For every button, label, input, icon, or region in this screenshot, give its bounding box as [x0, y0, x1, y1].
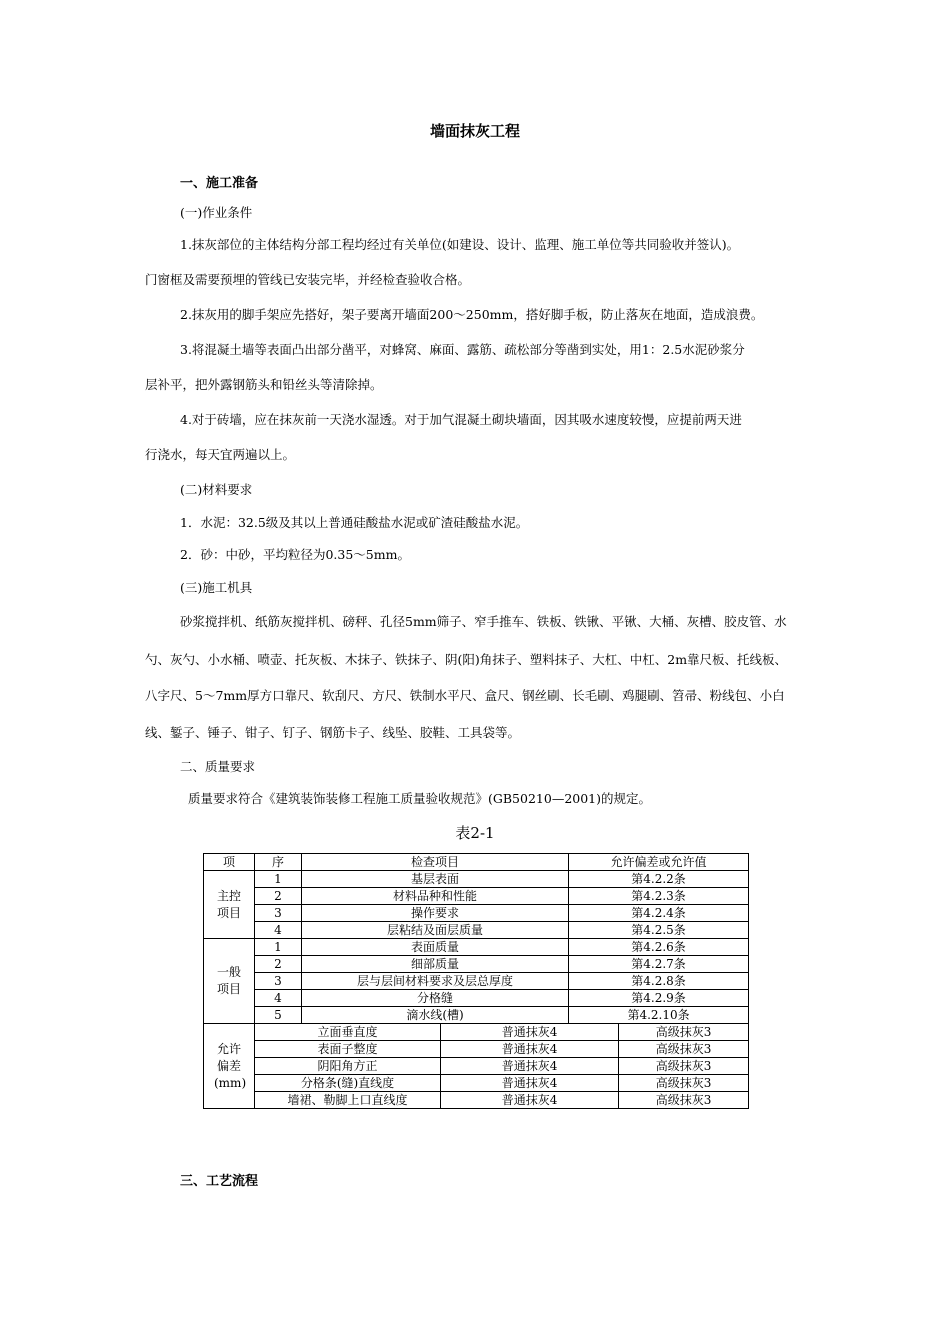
- table-row: [204, 990, 749, 1007]
- table-cell: 3: [255, 973, 302, 990]
- tools-line-3: 八字尺、5～7mm厚方口靠尺、软刮尺、方尺、铁制水平尺、盒尺、钢丝刷、长毛刷、鸡腿刷、笤帚、粉线包、小白: [145, 688, 785, 703]
- table-cell: 1: [255, 939, 302, 956]
- table-row: [204, 973, 749, 990]
- subheading-materials: (二)材料要求: [180, 482, 253, 497]
- section-heading-process: 三、工艺流程: [180, 1174, 259, 1189]
- table-cell: 第4.2.3条: [569, 888, 749, 905]
- header-seq: 序: [255, 854, 302, 871]
- paragraph-3a: 3.将混凝土墙等表面凸出部分凿平，对蜂窝、麻面、露筋、疏松部分等凿到实处，用1：2.5水泥砂浆分: [180, 342, 745, 357]
- table-cell: 分格缝: [302, 990, 569, 1007]
- section-heading-prep: 一、施工准备: [180, 176, 259, 191]
- table-cell: 第4.2.10条: [569, 1007, 749, 1024]
- table-cell: 第4.2.8条: [569, 973, 749, 990]
- table-cell: 立面垂直度: [255, 1024, 441, 1041]
- table-cell: 普通抹灰4: [441, 1058, 619, 1075]
- table-cell: 第4.2.6条: [569, 939, 749, 956]
- material-sand: 2．砂：中砂，平均粒径为0.35～5mm。: [180, 547, 410, 562]
- tools-line-4: 线、錾子、锤子、钳子、钉子、钢筋卡子、线坠、胶鞋、工具袋等。: [145, 725, 521, 740]
- table-cell: 高级抹灰3: [619, 1024, 749, 1041]
- table-cell: 层粘结及面层质量: [302, 922, 569, 939]
- table-cell: 表面子整度: [255, 1041, 441, 1058]
- tools-line-2: 勺、灰勺、小水桶、喷壶、托灰板、木抹子、铁抹子、阴(阳)角抹子、塑料抹子、大杠、中杠、2m靠尺板、托线板、: [145, 652, 788, 667]
- table-cell: 高级抹灰3: [619, 1058, 749, 1075]
- material-cement: 1．水泥：32.5级及其以上普通硅酸盐水泥或矿渣硅酸盐水泥。: [180, 515, 529, 530]
- header-allowed: 允许偏差或允许值: [569, 854, 749, 871]
- table-cell: 墙裙、勒脚上口直线度: [255, 1092, 441, 1109]
- tools-line-1: 砂浆搅拌机、纸筋灰搅拌机、磅秤、孔径5mm筛子、窄手推车、铁板、铁锹、平锹、大桶、灰槽、胶皮管、水: [180, 614, 787, 629]
- table-cell: 第4.2.4条: [569, 905, 749, 922]
- table-row: [204, 922, 749, 939]
- table-cell: 滴水线(槽): [302, 1007, 569, 1024]
- table-cell: 第4.2.5条: [569, 922, 749, 939]
- paragraph-3b: 层补平，把外露钢筋头和铅丝头等清除掉。: [145, 377, 383, 392]
- table-row: [204, 939, 749, 956]
- page-title: 墙面抹灰工程: [429, 122, 520, 140]
- table-row: [204, 1041, 749, 1058]
- section-heading-quality: 二、质量要求: [180, 759, 256, 774]
- table-cell: 普通抹灰4: [441, 1075, 619, 1092]
- table-row: [204, 888, 749, 905]
- table-row: [204, 1058, 749, 1075]
- paragraph-4b: 行浇水，每天宜两遍以上。: [145, 447, 296, 462]
- table-cell: 第4.2.9条: [569, 990, 749, 1007]
- table-cell: 第4.2.7条: [569, 956, 749, 973]
- quality-text: 质量要求符合《建筑装饰装修工程施工质量验收规范》(GB50210—2001)的规定。: [188, 791, 652, 806]
- table-row: [204, 1007, 749, 1024]
- table-cell: 基层表面: [302, 871, 569, 888]
- table-row: [204, 956, 749, 973]
- header-check-item: 检查项目: [302, 854, 569, 871]
- table-cell: 阴阳角方正: [255, 1058, 441, 1075]
- table-cell: 4: [255, 990, 302, 1007]
- table-cell: 材料品种和性能: [302, 888, 569, 905]
- header-item: 项: [204, 854, 255, 871]
- table-cell: 普通抹灰4: [441, 1092, 619, 1109]
- table-cell: 分格条(缝)直线度: [255, 1075, 441, 1092]
- table-cell: 普通抹灰4: [441, 1041, 619, 1058]
- main-control-label: 主控项目: [204, 871, 255, 939]
- table-cell: 5: [255, 1007, 302, 1024]
- table-cell: 普通抹灰4: [441, 1024, 619, 1041]
- paragraph-4a: 4.对于砖墙，应在抹灰前一天浇水湿透。对于加气混凝土砌块墙面，因其吸水速度较慢，应提前两天进: [180, 412, 742, 427]
- table-row: [204, 871, 749, 888]
- table-cell: 表面质量: [302, 939, 569, 956]
- table-cell: 层与层间材料要求及层总厚度: [302, 973, 569, 990]
- table-cell: 2: [255, 888, 302, 905]
- table-cell: 操作要求: [302, 905, 569, 922]
- table-cell: 1: [255, 871, 302, 888]
- quality-table: [203, 853, 749, 1109]
- table-cell: 2: [255, 956, 302, 973]
- table-caption: 表2-1: [455, 824, 495, 842]
- paragraph-1a: 1.抹灰部位的主体结构分部工程均经过有关单位(如建设、设计、监理、施工单位等共同验收并签认)。: [180, 237, 740, 252]
- paragraph-1b: 门窗框及需要预埋的管线已安装完毕，并经检查验收合格。: [145, 272, 471, 287]
- table-row: [204, 1024, 749, 1041]
- subheading-work-conditions: (一)作业条件: [180, 205, 253, 220]
- deviation-label: 允许偏差(mm): [204, 1024, 255, 1109]
- subheading-tools: (三)施工机具: [180, 580, 253, 595]
- table-cell: 细部质量: [302, 956, 569, 973]
- table-row: [204, 1092, 749, 1109]
- general-label: 一般项目: [204, 939, 255, 1024]
- table-row: [204, 1075, 749, 1092]
- table-cell: 4: [255, 922, 302, 939]
- table-row: [204, 905, 749, 922]
- table-header-row: [204, 854, 749, 871]
- table-cell: 高级抹灰3: [619, 1092, 749, 1109]
- table-cell: 第4.2.2条: [569, 871, 749, 888]
- paragraph-2: 2.抹灰用的脚手架应先搭好，架子要离开墙面200～250mm，搭好脚手板，防止落灰在地面，造成浪费。: [180, 307, 764, 322]
- table-cell: 高级抹灰3: [619, 1075, 749, 1092]
- table-cell: 高级抹灰3: [619, 1041, 749, 1058]
- table-cell: 3: [255, 905, 302, 922]
